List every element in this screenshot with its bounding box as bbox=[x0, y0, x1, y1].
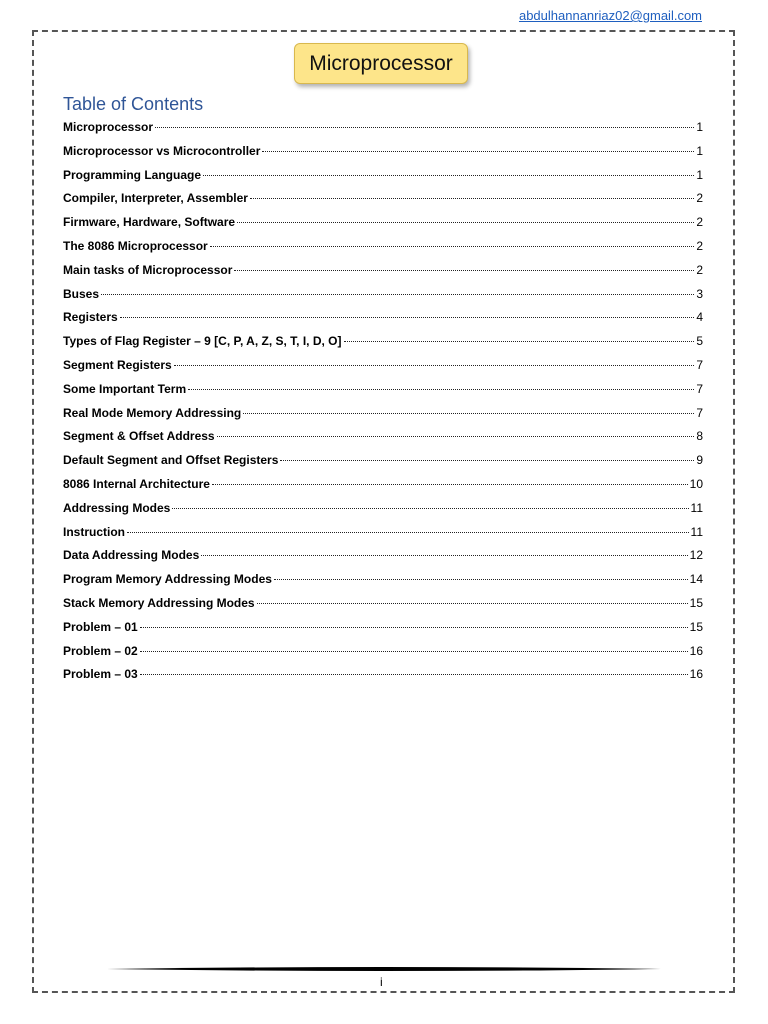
toc-entry[interactable] bbox=[63, 664, 703, 688]
toc-entry[interactable] bbox=[63, 450, 703, 474]
toc-entry-page: 12 bbox=[689, 548, 703, 563]
toc-entry-page: 2 bbox=[696, 262, 703, 277]
toc-entry-page: 9 bbox=[696, 453, 703, 468]
toc-entry-title: Types of Flag Register – 9 [C, P, A, Z, S, T, I, D, O] bbox=[63, 334, 342, 349]
toc-entry-page: 16 bbox=[689, 667, 703, 682]
toc-entry[interactable] bbox=[63, 165, 703, 189]
toc-entry-title: Buses bbox=[63, 286, 100, 301]
footer-rule bbox=[107, 966, 661, 972]
toc-dot-leader bbox=[101, 294, 694, 295]
toc-entry[interactable] bbox=[63, 212, 703, 236]
toc-dot-leader bbox=[172, 508, 688, 509]
toc-entry-title: Problem – 01 bbox=[63, 619, 138, 634]
toc-dot-leader bbox=[210, 246, 695, 247]
toc-entry-title: Registers bbox=[63, 310, 118, 325]
toc-entry[interactable] bbox=[63, 474, 703, 498]
toc-entry-title: Microprocessor bbox=[63, 120, 154, 134]
toc-dot-leader bbox=[127, 532, 689, 533]
toc-entry[interactable] bbox=[63, 117, 703, 141]
toc-entry-page: 11 bbox=[690, 500, 703, 515]
toc-entry[interactable] bbox=[63, 307, 703, 331]
toc-dot-leader bbox=[250, 198, 694, 199]
toc-dot-leader bbox=[155, 127, 694, 128]
toc-dot-leader bbox=[188, 389, 694, 390]
toc-entry-page: 5 bbox=[696, 334, 703, 349]
toc-entry-page: 2 bbox=[696, 238, 703, 253]
toc-dot-leader bbox=[174, 365, 695, 366]
toc-dot-leader bbox=[274, 579, 688, 580]
toc-entry-page: 8 bbox=[696, 429, 703, 444]
toc-dot-leader bbox=[262, 151, 694, 152]
toc-entry[interactable] bbox=[63, 331, 703, 355]
toc-heading: Table of Contents bbox=[63, 94, 204, 114]
toc-entry[interactable] bbox=[63, 522, 703, 546]
toc-entry-page: 1 bbox=[696, 120, 703, 134]
toc-entry[interactable] bbox=[63, 188, 703, 212]
toc-dot-leader bbox=[120, 317, 695, 318]
toc-entry[interactable] bbox=[63, 284, 703, 308]
toc-entry-title: Segment & Offset Address bbox=[63, 429, 215, 444]
toc-entry-title: Firmware, Hardware, Software bbox=[63, 215, 236, 230]
toc-dot-leader bbox=[140, 627, 688, 628]
document-title: Microprocessor bbox=[294, 43, 468, 84]
toc-entry-page: 1 bbox=[696, 143, 703, 158]
toc-entry-title: Addressing Modes bbox=[63, 500, 171, 515]
toc-entry-title: Instruction bbox=[63, 524, 125, 539]
toc-dot-leader bbox=[243, 413, 694, 414]
toc-entry[interactable] bbox=[63, 545, 703, 569]
toc-entry-title: Problem – 03 bbox=[63, 667, 138, 682]
toc-dot-leader bbox=[212, 484, 688, 485]
toc-entry[interactable] bbox=[63, 403, 703, 427]
toc-entry[interactable] bbox=[63, 379, 703, 403]
toc-entry-page: 15 bbox=[689, 595, 703, 610]
toc-entry[interactable] bbox=[63, 141, 703, 165]
toc-entry-title: Microprocessor vs Microcontroller bbox=[63, 143, 261, 158]
toc-entry-page: 3 bbox=[696, 286, 703, 301]
page-number: i bbox=[380, 975, 383, 989]
toc-entry-page: 11 bbox=[690, 524, 703, 539]
toc-entry[interactable] bbox=[63, 569, 703, 593]
toc-entry-title: Program Memory Addressing Modes bbox=[63, 572, 272, 587]
toc-entry[interactable] bbox=[63, 593, 703, 617]
toc-entry-title: Main tasks of Microprocessor bbox=[63, 262, 233, 277]
toc-entry[interactable] bbox=[63, 260, 703, 284]
toc-entry[interactable] bbox=[63, 236, 703, 260]
toc-entry-page: 10 bbox=[689, 476, 703, 491]
toc-dot-leader bbox=[140, 651, 688, 652]
toc-entry[interactable] bbox=[63, 426, 703, 450]
toc-entry-title: Data Addressing Modes bbox=[63, 548, 200, 563]
author-email-link[interactable]: abdulhannanriaz02@gmail.com bbox=[518, 8, 702, 23]
table-of-contents bbox=[63, 117, 703, 688]
toc-entry-page: 2 bbox=[696, 215, 703, 230]
toc-entry-page: 7 bbox=[696, 405, 703, 420]
toc-entry[interactable] bbox=[63, 498, 703, 522]
toc-entry-title: Compiler, Interpreter, Assembler bbox=[63, 191, 248, 206]
toc-entry-page: 1 bbox=[696, 167, 703, 182]
toc-entry-page: 16 bbox=[689, 643, 703, 658]
toc-entry-title: Problem – 02 bbox=[63, 643, 138, 658]
toc-entry-page: 7 bbox=[696, 357, 703, 372]
toc-dot-leader bbox=[203, 175, 694, 176]
toc-entry-page: 14 bbox=[689, 572, 703, 587]
toc-entry-page: 7 bbox=[696, 381, 703, 396]
toc-dot-leader bbox=[201, 555, 687, 556]
toc-entry-title: Default Segment and Offset Registers bbox=[63, 453, 279, 468]
toc-dot-leader bbox=[217, 436, 695, 437]
toc-dot-leader bbox=[234, 270, 694, 271]
toc-entry[interactable] bbox=[63, 641, 703, 665]
toc-entry-title: 8086 Internal Architecture bbox=[63, 476, 210, 491]
toc-entry[interactable] bbox=[63, 617, 703, 641]
toc-entry-title: Real Mode Memory Addressing bbox=[63, 405, 242, 420]
toc-dot-leader bbox=[140, 674, 688, 675]
toc-entry-title: Some Important Term bbox=[63, 381, 187, 396]
toc-entry-title: Segment Registers bbox=[63, 357, 172, 372]
toc-dot-leader bbox=[257, 603, 688, 604]
toc-dot-leader bbox=[237, 222, 694, 223]
toc-entry[interactable] bbox=[63, 355, 703, 379]
toc-entry-page: 15 bbox=[689, 619, 703, 634]
toc-entry-title: The 8086 Microprocessor bbox=[63, 238, 208, 253]
toc-entry-page: 4 bbox=[696, 310, 703, 325]
toc-entry-title: Stack Memory Addressing Modes bbox=[63, 595, 255, 610]
toc-entry-title: Programming Language bbox=[63, 167, 202, 182]
toc-dot-leader bbox=[344, 341, 695, 342]
toc-dot-leader bbox=[280, 460, 694, 461]
toc-entry-page: 2 bbox=[696, 191, 703, 206]
